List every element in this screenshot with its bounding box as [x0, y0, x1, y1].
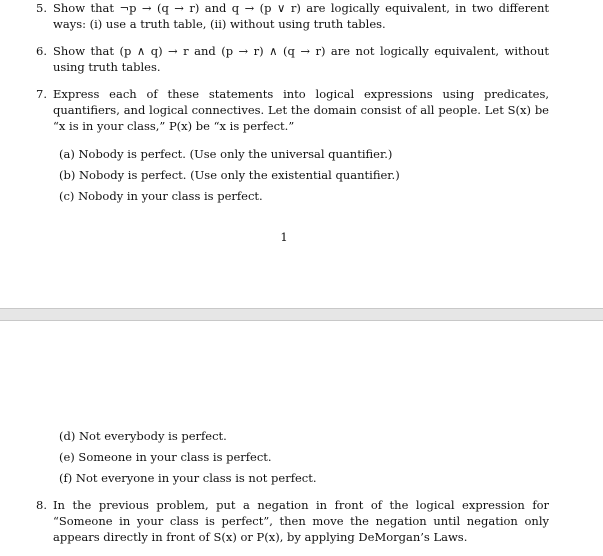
problem-6 — [37, 43, 549, 75]
problem-text: Express each of these statements into logical expressions using predicates, quantifiers, and logical connectives. Let the domain consist of all people. Let S(x) be “x is in your class,” P(x) be “x is perfect.” — [53, 87, 549, 133]
problem-7-part-e: (e) Someone in your class is perfect. — [59, 450, 272, 464]
problem-text: In the previous problem, put a negation in front of the logical expression for “Someone in your class is perfect”, then move the negation until negation only appears directly in front of S(x) or P(x), by applying DeMorgan’s Laws. — [53, 498, 549, 544]
problem-7-part-a: (a) Nobody is perfect. (Use only the universal quantifier.) — [59, 147, 393, 161]
problem-text: Show that (p ∧ q) → r and (p → r) ∧ (q → r) are not logically equivalent, without using truth tables. — [53, 44, 549, 74]
document-page-2 — [0, 321, 603, 556]
page-number: 1 — [280, 230, 288, 244]
problem-7-part-f: (f) Not everyone in your class is not perfect. — [59, 471, 317, 485]
problem-7-part-b: (b) Nobody is perfect. (Use only the existential quantifier.) — [59, 168, 400, 182]
problem-7-part-d: (d) Not everybody is perfect. — [59, 429, 227, 443]
problem-7 — [37, 86, 549, 134]
problem-number: 8. — [36, 498, 47, 512]
problem-text: Show that ¬p → (q → r) and q → (p ∨ r) are logically equivalent, in two different ways: (i) use a truth table, (ii) without using truth tables. — [53, 1, 549, 31]
problem-5 — [37, 0, 549, 32]
page-separator — [0, 308, 603, 321]
problem-8 — [37, 497, 549, 545]
problem-number: 6. — [36, 44, 47, 58]
problem-number: 7. — [36, 87, 47, 101]
problem-number: 5. — [36, 1, 47, 15]
problem-7-part-c: (c) Nobody in your class is perfect. — [59, 189, 263, 203]
